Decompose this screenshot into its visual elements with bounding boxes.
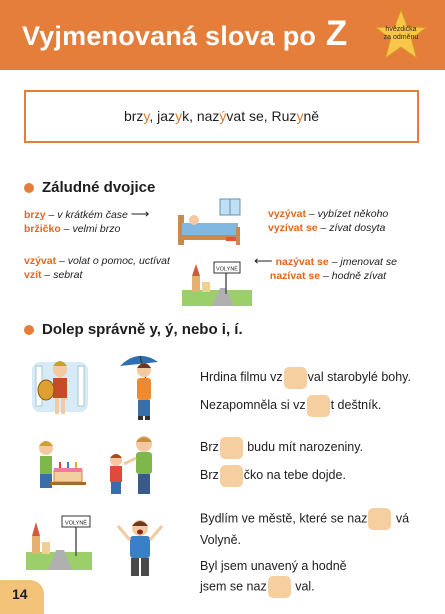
page-title-text: Vyjmenovaná slova po <box>22 21 317 51</box>
bed-illustration-icon <box>172 197 248 249</box>
exercise-sentence-3: Brz budu mít narozeniny. <box>200 436 363 459</box>
mother-child-illustration-icon <box>102 432 170 500</box>
town-sign-illustration-icon <box>26 510 92 570</box>
exercise-sentence-5: Bydlím ve městě, které se naz vá Volyně. <box>200 508 409 550</box>
highlight-letter: ý <box>219 108 227 124</box>
town-sign-illustration-icon <box>182 254 252 306</box>
word-segment: k, naz <box>182 108 220 124</box>
word-list <box>26 108 417 124</box>
section-bullet <box>24 325 34 335</box>
highlight-letter: y <box>143 108 150 124</box>
page-number: 14 <box>12 586 28 602</box>
pair-brzy: brzy – v krátkém čase ⟶ bržičko – velmi brzo <box>24 206 150 235</box>
section-title-pairs: Záludné dvojice <box>42 179 156 196</box>
yawning-man-illustration-icon <box>110 514 172 580</box>
hero-illustration-icon <box>26 352 94 422</box>
letter-gap[interactable] <box>268 576 291 598</box>
word-segment: vat se, Ruz <box>226 108 297 124</box>
pair-nazyvat: ⟵ nazývat se – jmenovat se nazívat se – hodně zívat <box>254 253 397 282</box>
town-sign-label: VOLYNĚ <box>65 520 87 527</box>
town-sign-label: VOLYNĚ <box>216 266 238 273</box>
page-title <box>22 14 347 54</box>
word-segment: ně <box>303 108 320 124</box>
highlight-letter: y <box>175 108 183 124</box>
star-badge-label: hvězdička za odměnu <box>383 26 419 41</box>
word-segment: brz <box>123 108 144 124</box>
arrow-left-icon: ⟵ <box>254 253 273 268</box>
birthday-cake-illustration-icon <box>28 434 88 496</box>
letter-gap[interactable] <box>220 437 243 459</box>
pair-vzyvat: vzývat – volat o pomoc, uctívat vzít – sebrat <box>24 255 170 281</box>
page-title-letter: Z <box>325 14 348 53</box>
exercise-sentence-6: Byl jsem unavený a hodně jsem se naz val. <box>200 556 347 598</box>
section-bullet <box>24 183 34 193</box>
letter-gap[interactable] <box>307 395 330 417</box>
arrow-right-icon: ⟶ <box>130 206 150 221</box>
section-title-exercise: Dolep správně y, ý, nebo i, í. <box>42 321 243 338</box>
word-box <box>24 90 419 143</box>
pair-vyzyvat: vyzývat – vybízet někoho vyzívat se – zívat dosyta <box>268 208 389 234</box>
letter-gap[interactable] <box>368 508 391 530</box>
letter-gap[interactable] <box>284 367 307 389</box>
highlight-letter: y <box>296 108 304 124</box>
word-segment: , jaz <box>149 108 176 124</box>
woman-umbrella-illustration-icon <box>118 348 170 424</box>
letter-gap[interactable] <box>220 465 243 487</box>
exercise-sentence-2: Nezapomněla si vz t deštník. <box>200 394 381 417</box>
exercise-sentence-1: Hrdina filmu vz val starobylé bohy. <box>200 366 411 389</box>
exercise-sentence-4: Brz čko na tebe dojde. <box>200 464 346 487</box>
